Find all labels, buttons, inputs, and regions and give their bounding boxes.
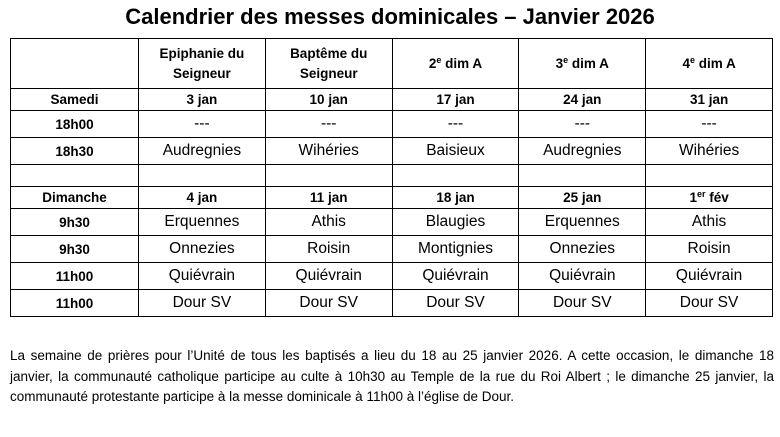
- unity-week-note: La semaine de prières pour l’Unité de tous les baptisés a lieu du 18 au 25 janvier 2026. A cette occasion, le dimanche 18 janvier, la communauté catholique participe au culte à 10h30 au Temple de la rue du Roi Albert ; le dimanche 25 janvier, la communauté protestante participe à la messe dominicale à 11h00 à l’église de Dour.: [10, 348, 774, 404]
- column-header-line: Baptême du: [290, 45, 368, 61]
- ordinal-suffix: e: [689, 54, 695, 65]
- empty-cell: [11, 165, 139, 187]
- location-cell: Quiévrain: [139, 263, 266, 290]
- ordinal-number: 1: [689, 190, 697, 205]
- location-cell: Quiévrain: [392, 263, 519, 290]
- location-cell: Onnezies: [519, 236, 646, 263]
- time-label: 18h30: [11, 138, 139, 165]
- time-label: 11h00: [11, 263, 139, 290]
- table-row: [11, 263, 773, 290]
- header-row: [11, 39, 773, 89]
- empty-cell: [392, 165, 519, 187]
- date-cell: 31 jan: [646, 89, 773, 111]
- day-label: Samedi: [11, 89, 139, 111]
- location-cell: Baisieux: [392, 138, 519, 165]
- location-cell: Roisin: [265, 236, 392, 263]
- column-header: [392, 39, 519, 89]
- table-row: [11, 236, 773, 263]
- time-label: 11h00: [11, 290, 139, 317]
- location-cell: Wihéries: [646, 138, 773, 165]
- ordinal-number: 2: [428, 55, 437, 71]
- location-cell: Quiévrain: [519, 263, 646, 290]
- location-cell: Erquennes: [139, 209, 266, 236]
- location-cell: Onnezies: [139, 236, 266, 263]
- location-cell: Erquennes: [519, 209, 646, 236]
- header-corner-cell: [11, 39, 139, 89]
- location-cell: Dour SV: [519, 290, 646, 317]
- column-header-line: Seigneur: [173, 65, 231, 81]
- ordinal-suffix: er: [696, 189, 706, 199]
- time-label: 9h30: [11, 209, 139, 236]
- empty-cell: [139, 165, 266, 187]
- empty-cell: [519, 165, 646, 187]
- location-cell: Dour SV: [392, 290, 519, 317]
- empty-cell: [265, 165, 392, 187]
- location-cell: Dour SV: [646, 290, 773, 317]
- location-cell: Dour SV: [265, 290, 392, 317]
- empty-cell: [646, 165, 773, 187]
- date-cell: 11 jan: [265, 187, 392, 209]
- date-cell: 3 jan: [139, 89, 266, 111]
- date-cell: 10 jan: [265, 89, 392, 111]
- location-cell: Quiévrain: [646, 263, 773, 290]
- location-cell: Audregnies: [139, 138, 266, 165]
- date-cell: 4 jan: [139, 187, 266, 209]
- column-header: [139, 39, 266, 89]
- location-cell: ---: [646, 111, 773, 138]
- column-header-rest: dim A: [568, 55, 609, 71]
- column-header-rest: dim A: [441, 55, 483, 71]
- sunday-date-row: [11, 187, 773, 209]
- ordinal-suffix: e: [563, 54, 569, 65]
- location-cell: ---: [265, 111, 392, 138]
- location-cell: Audregnies: [519, 138, 646, 165]
- location-cell: Dour SV: [139, 290, 266, 317]
- date-cell: 17 jan: [392, 89, 519, 111]
- time-label: 18h00: [11, 111, 139, 138]
- ordinal-number: 3: [555, 55, 564, 71]
- table-row: [11, 138, 773, 165]
- table-row: [11, 290, 773, 317]
- ordinal-number: 4: [682, 55, 690, 71]
- saturday-date-row: [11, 89, 773, 111]
- spacer-row: [11, 165, 773, 187]
- location-cell: Wihéries: [265, 138, 392, 165]
- ordinal-suffix: e: [436, 54, 442, 65]
- date-cell: 24 jan: [519, 89, 646, 111]
- table-row: [11, 209, 773, 236]
- column-header: [265, 39, 392, 89]
- column-header-rest: dim A: [694, 55, 736, 71]
- document-title: Calendrier des messes dominicales – Janvier 2026: [125, 4, 655, 29]
- location-cell: Athis: [646, 209, 773, 236]
- date-cell: 18 jan: [392, 187, 519, 209]
- time-label: 9h30: [11, 236, 139, 263]
- location-cell: Montignies: [392, 236, 519, 263]
- location-cell: Quiévrain: [265, 263, 392, 290]
- column-header-line: Epiphanie du: [159, 45, 245, 61]
- date-month: fév: [705, 190, 729, 205]
- location-cell: Athis: [265, 209, 392, 236]
- column-header: [646, 39, 773, 89]
- location-cell: ---: [392, 111, 519, 138]
- column-header-line: Seigneur: [299, 65, 358, 81]
- date-cell: 25 jan: [519, 187, 646, 209]
- location-cell: Blaugies: [392, 209, 519, 236]
- day-label: Dimanche: [11, 187, 139, 209]
- date-cell: [646, 187, 773, 209]
- location-cell: ---: [139, 111, 266, 138]
- column-header: [519, 39, 646, 89]
- location-cell: Roisin: [646, 236, 773, 263]
- location-cell: ---: [519, 111, 646, 138]
- table-row: [11, 111, 773, 138]
- mass-schedule-table: [10, 38, 773, 317]
